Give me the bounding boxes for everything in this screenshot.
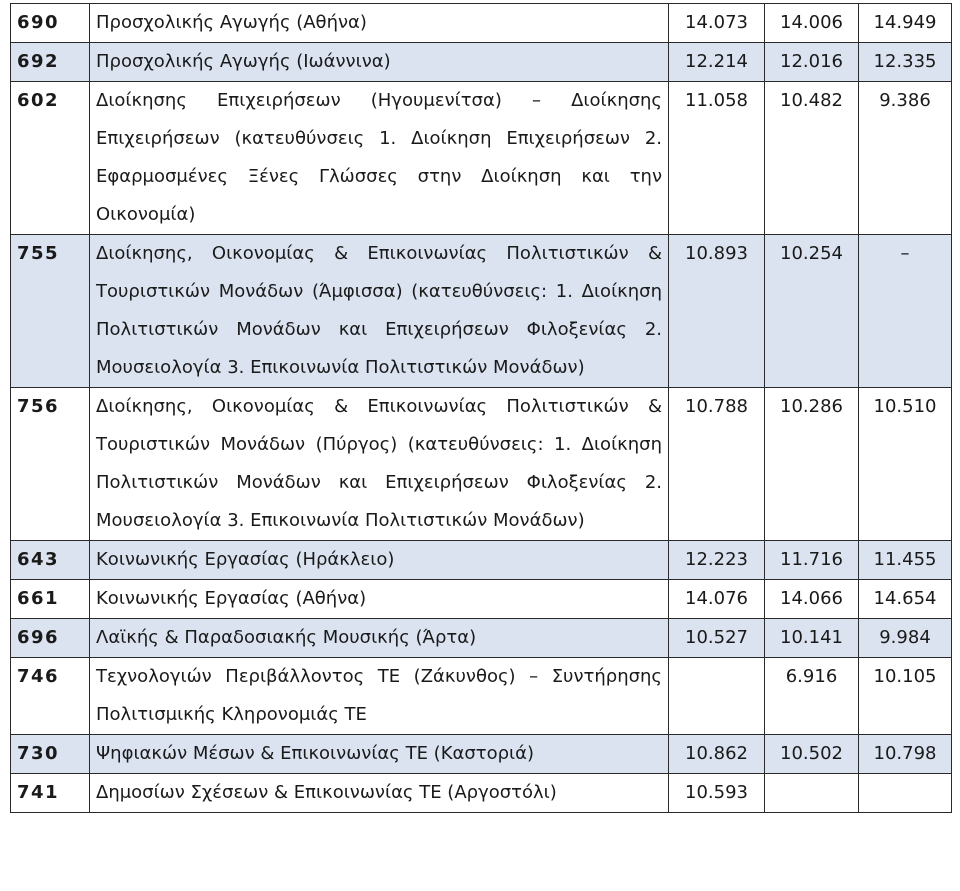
score-year-1: 10.593 (669, 774, 765, 813)
department-code: 643 (11, 541, 90, 580)
department-name: Κοινωνικής Εργασίας (Αθήνα) (90, 580, 669, 619)
department-name: Διοίκησης, Οικονομίας & Επικοινωνίας Πολιτιστικών & Τουριστικών Μονάδων (Άμφισσα) (κατευθύνσεις: 1. Διοίκηση Πολιτιστικών Μονάδων και Επιχειρήσεων Φιλοξενίας 2. Μουσειολογία 3. Επικοινωνία Πολιτιστικών Μονάδων) (90, 235, 669, 388)
table-row (11, 4, 952, 43)
score-year-3: 9.386 (859, 82, 952, 235)
score-year-1: 14.076 (669, 580, 765, 619)
score-year-3: 14.654 (859, 580, 952, 619)
table-row (11, 82, 952, 235)
score-year-3: 9.984 (859, 619, 952, 658)
score-year-2: 10.482 (765, 82, 859, 235)
department-name: Τεχνολογιών Περιβάλλοντος ΤΕ (Ζάκυνθος) – Συντήρησης Πολιτισμικής Κληρονομιάς ΤΕ (90, 658, 669, 735)
department-code: 661 (11, 580, 90, 619)
department-name: Προσχολικής Αγωγής (Ιωάννινα) (90, 43, 669, 82)
table-row (11, 735, 952, 774)
department-name: Προσχολικής Αγωγής (Αθήνα) (90, 4, 669, 43)
score-year-2: 10.286 (765, 388, 859, 541)
department-code: 602 (11, 82, 90, 235)
score-year-3: 10.510 (859, 388, 952, 541)
table-row (11, 43, 952, 82)
score-year-1: 12.214 (669, 43, 765, 82)
department-code: 696 (11, 619, 90, 658)
table-row (11, 619, 952, 658)
score-year-3: – (859, 235, 952, 388)
department-code: 730 (11, 735, 90, 774)
score-year-1: 12.223 (669, 541, 765, 580)
score-year-2: 11.716 (765, 541, 859, 580)
score-year-2: 12.016 (765, 43, 859, 82)
department-code: 692 (11, 43, 90, 82)
table-row (11, 388, 952, 541)
score-year-2: 10.254 (765, 235, 859, 388)
score-year-1: 10.527 (669, 619, 765, 658)
score-year-2: 6.916 (765, 658, 859, 735)
score-year-1: 10.788 (669, 388, 765, 541)
department-name: Διοίκησης Επιχειρήσεων (Ηγουμενίτσα) – Διοίκησης Επιχειρήσεων (κατευθύνσεις 1. Διοίκηση Επιχειρήσεων 2. Εφαρμοσμένες Ξένες Γλώσσες στην Διοίκηση και την Οικονομία) (90, 82, 669, 235)
table-row (11, 658, 952, 735)
admission-scores-table (10, 3, 952, 813)
department-name: Δημοσίων Σχέσεων & Επικοινωνίας ΤΕ (Αργοστόλι) (90, 774, 669, 813)
score-year-3: 10.105 (859, 658, 952, 735)
score-year-2: 14.006 (765, 4, 859, 43)
score-year-3: 14.949 (859, 4, 952, 43)
score-year-3 (859, 774, 952, 813)
score-year-1 (669, 658, 765, 735)
department-name: Ψηφιακών Μέσων & Επικοινωνίας ΤΕ (Καστοριά) (90, 735, 669, 774)
score-year-1: 10.862 (669, 735, 765, 774)
score-year-3: 12.335 (859, 43, 952, 82)
score-year-2 (765, 774, 859, 813)
score-year-2: 14.066 (765, 580, 859, 619)
department-name: Λαϊκής & Παραδοσιακής Μουσικής (Άρτα) (90, 619, 669, 658)
table-row (11, 580, 952, 619)
score-year-1: 11.058 (669, 82, 765, 235)
department-name: Διοίκησης, Οικονομίας & Επικοινωνίας Πολιτιστικών & Τουριστικών Μονάδων (Πύργος) (κατευθύνσεις: 1. Διοίκηση Πολιτιστικών Μονάδων και Επιχειρήσεων Φιλοξενίας 2. Μουσειολογία 3. Επικοινωνία Πολιτιστικών Μονάδων) (90, 388, 669, 541)
department-code: 756 (11, 388, 90, 541)
department-name: Κοινωνικής Εργασίας (Ηράκλειο) (90, 541, 669, 580)
score-year-2: 10.502 (765, 735, 859, 774)
department-code: 755 (11, 235, 90, 388)
score-year-3: 11.455 (859, 541, 952, 580)
score-year-1: 14.073 (669, 4, 765, 43)
table-row (11, 774, 952, 813)
table-row (11, 541, 952, 580)
department-code: 741 (11, 774, 90, 813)
score-year-3: 10.798 (859, 735, 952, 774)
department-code: 746 (11, 658, 90, 735)
table-row (11, 235, 952, 388)
score-year-2: 10.141 (765, 619, 859, 658)
department-code: 690 (11, 4, 90, 43)
score-year-1: 10.893 (669, 235, 765, 388)
